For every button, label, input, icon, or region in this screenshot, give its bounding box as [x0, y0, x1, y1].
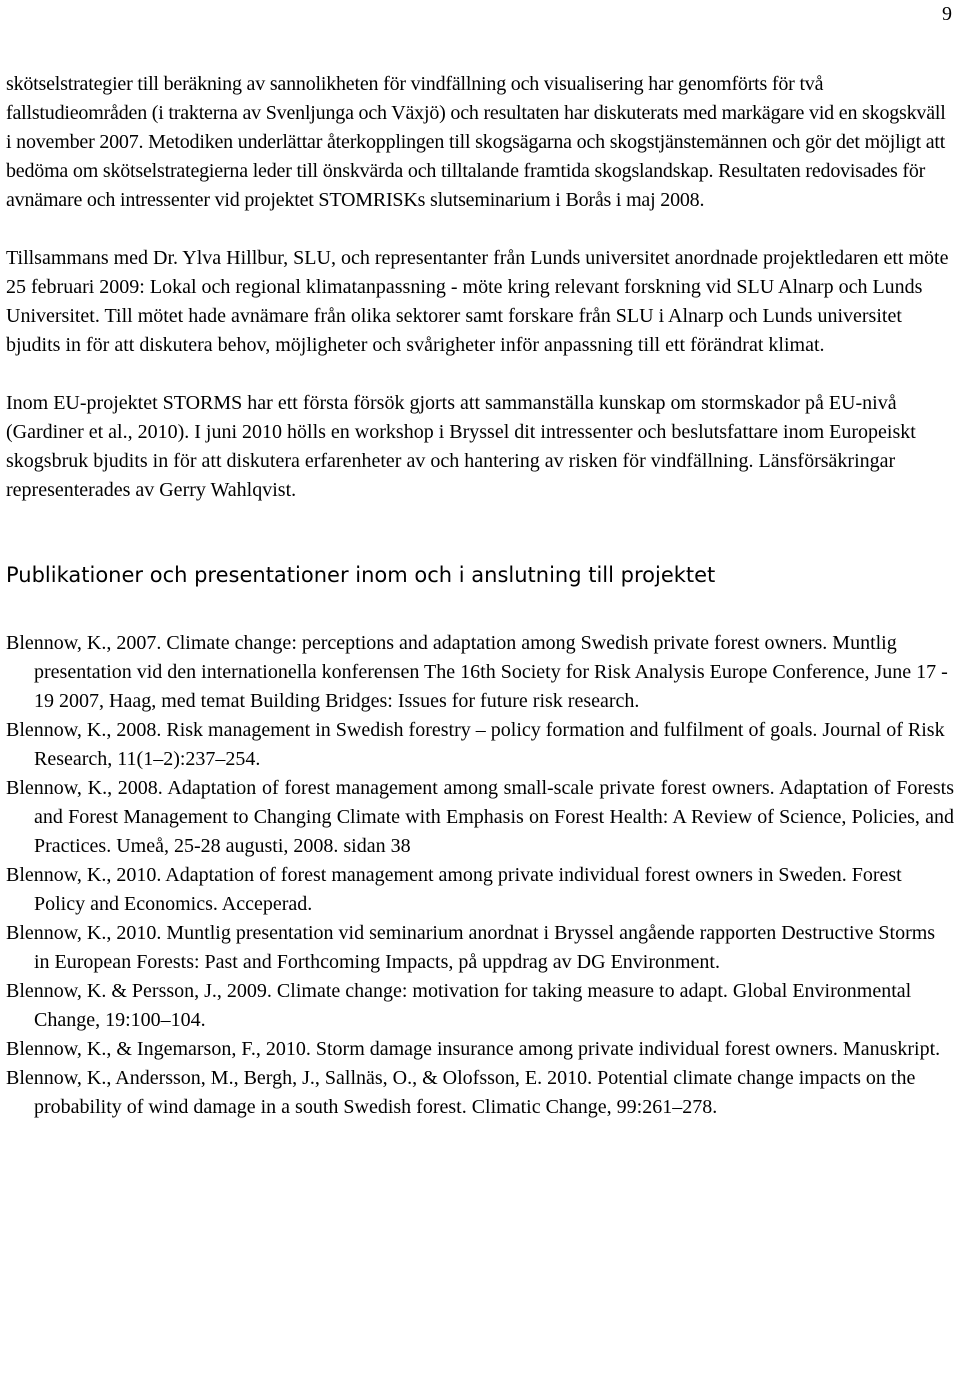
document-body	[6, 70, 954, 1122]
reference-list	[6, 629, 954, 1122]
reference-item: Blennow, K., 2010. Muntlig presentation vid seminarium anordnat i Bryssel angående rapporten Destructive Storms in European Forests: Past and Forthcoming Impacts, på uppdrag av DG Environment.	[6, 922, 936, 973]
reference-item: Blennow, K., 2010. Adaptation of forest management among private individual forest owners in Sweden. Forest Policy and Economics. Acceperad.	[6, 864, 902, 915]
reference-item: Blennow, K. & Persson, J., 2009. Climate change: motivation for taking measure to adapt. Global Environmental Change, 19:100–104.	[6, 980, 912, 1031]
reference-item: Blennow, K., & Ingemarson, F., 2010. Storm damage insurance among private individual forest owners. Manuskript.	[6, 1038, 941, 1060]
paragraph-meeting: Tillsammans med Dr. Ylva Hillbur, SLU, och representanter från Lunds universitet anordnade projektledaren ett möte 25 februari 2009: Lokal och regional klimatanpassning - möte kring relevant forskning vid SLU Alnarp och Lunds Universitet. Till mötet hade avnämare från olika sektorer samt forskare från SLU i Alnarp och Lunds universitet bjudits in för att diskutera behov, möjligheter och svårigheter inför anpassning till ett förändrat klimat.	[6, 247, 949, 356]
reference-item: Blennow, K., 2008. Adaptation of forest management among small-scale private forest owners. Adaptation of Forests and Forest Management to Changing Climate with Emphasis on Forest Health: A Review of Science, Policies, and Practices. Umeå, 25-28 augusti, 2008. sidan 38	[6, 777, 954, 857]
reference-item: Blennow, K., 2007. Climate change: perceptions and adaptation among Swedish private forest owners. Muntlig presentation vid den internationella konferensen The 16th Society for Risk Analysis Europe Conference, June 17 - 19 2007, Haag, med temat Building Bridges: Issues for future risk research.	[6, 632, 948, 712]
page-number: 9	[942, 3, 952, 25]
paragraph-eu-project: Inom EU-projektet STORMS har ett första försök gjorts att sammanställa kunskap om stormskador på EU-nivå (Gardiner et al., 2010). I juni 2010 hölls en workshop i Bryssel dit intressenter och beslutsfattare inom Europeiskt skogsbruk bjudits in för att diskutera erfarenheter av och hantering av risken för vindfällning. Länsförsäkringar representerades av Gerry Wahlqvist.	[6, 392, 916, 501]
reference-item: Blennow, K., 2008. Risk management in Swedish forestry – policy formation and fulfilment of goals. Journal of Risk Research, 11(1–2):237–254.	[6, 719, 945, 770]
reference-item: Blennow, K., Andersson, M., Bergh, J., Sallnäs, O., & Olofsson, E. 2010. Potential climate change impacts on the probability of wind damage in a south Swedish forest. Climatic Change, 99:261–278.	[6, 1067, 916, 1118]
paragraph-visualisation: skötselstrategier till beräkning av sannolikheten för vindfällning och visualisering har genomförts för två fallstudieområden (i trakterna av Svenljunga och Växjö) och resultaten har diskuterats med markägare vid en skogskväll i november 2007. Metodiken underlättar återkopplingen till skogsägarna och skogstjänstemännen och gör det möjligt att bedöma om skötselstrategierna leder till önskvärda och tilltalande framtida skogslandskap. Resultaten redovisades för avnämare och intressenter vid projektet STOMRISKs slutseminarium i Borås i maj 2008.	[6, 73, 946, 211]
section-heading: Publikationer och presentationer inom och i anslutning till projektet	[6, 563, 716, 587]
